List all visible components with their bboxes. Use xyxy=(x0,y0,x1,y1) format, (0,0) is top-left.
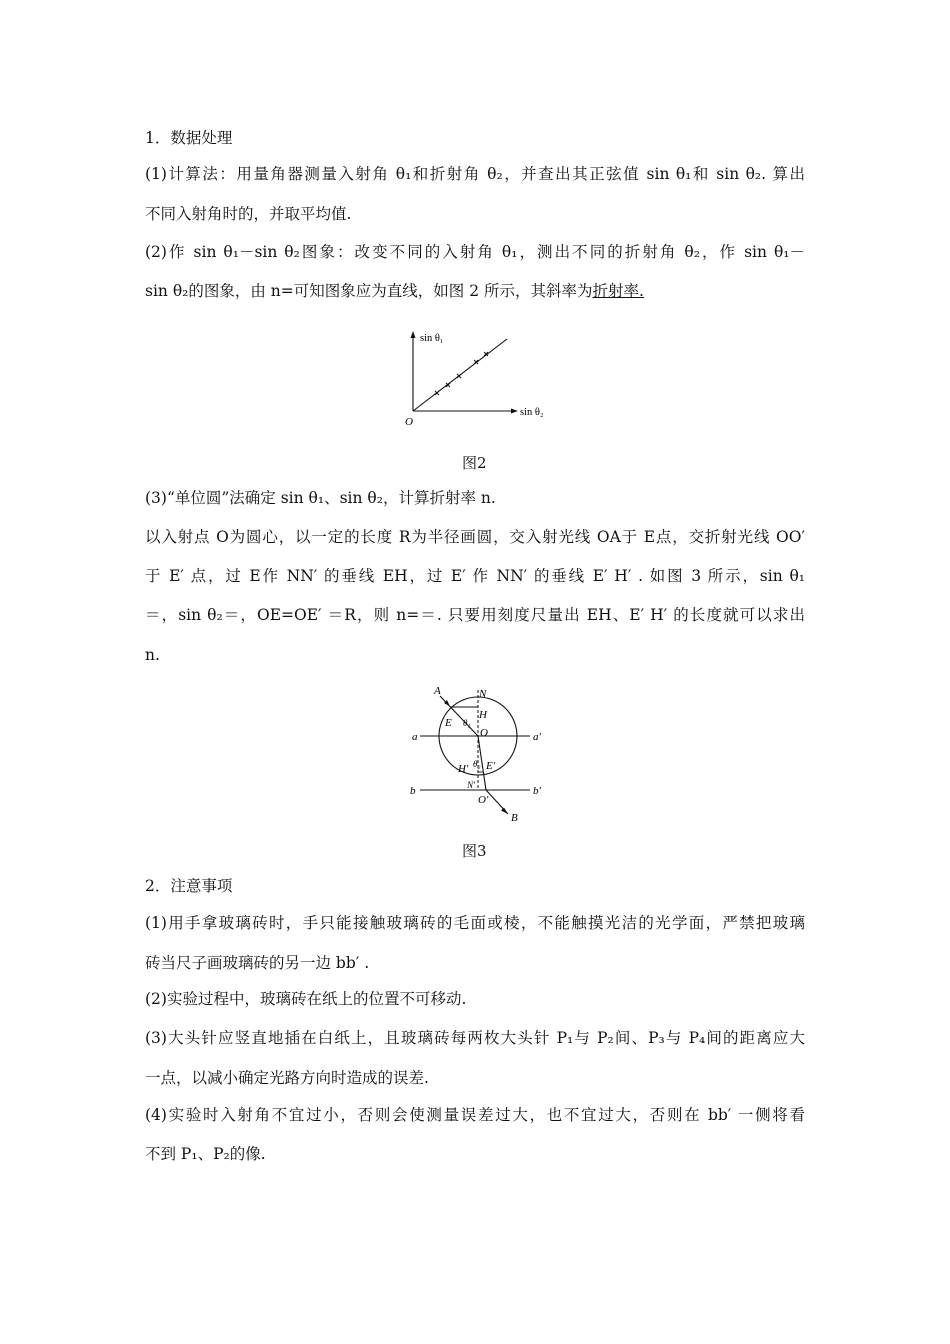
graph-method-line2 xyxy=(145,281,644,301)
note1-line2: 砖当尺子画玻璃砖的另一边 bb′ . xyxy=(145,954,370,972)
unit-circle-line4: ＝，sin θ₂＝，OE=OE′ ＝R，则 n=＝. 只要用刻度尺量出 EH、E′ H′ 的长度就可以求出 xyxy=(145,606,805,624)
figure-3-diagram xyxy=(400,680,560,828)
label-B: B xyxy=(511,812,518,824)
label-theta2: θ₂ xyxy=(473,759,481,769)
label-b-prime: b′ xyxy=(533,785,541,797)
label-b: b xyxy=(410,785,416,797)
note3-line1: (3)大头针应竖直地插在白纸上，且玻璃砖每两枚大头针 P₁与 P₂间、P₃与 P₄间的距离应大 xyxy=(145,1029,805,1047)
y-axis-arrow-icon xyxy=(411,331,416,338)
unit-circle-line1: (3)“单位圆”法确定 sin θ₁、sin θ₂，计算折射率 n. xyxy=(145,489,496,507)
section2-heading: 2．注意事项 xyxy=(145,877,233,895)
note2: (2)实验过程中，玻璃砖在纸上的位置不可移动. xyxy=(145,990,467,1008)
label-E-prime: E′ xyxy=(486,760,496,772)
refractive-index-underlined: 折射率. xyxy=(592,282,644,300)
figure-2-caption: 图2 xyxy=(462,454,487,472)
label-O: O xyxy=(480,727,488,739)
label-H: H xyxy=(479,709,487,721)
origin-label: O xyxy=(405,416,413,428)
graph-method-text: sin θ₂的图象，由 n=可知图象应为直线，如图 2 所示，其斜率为 xyxy=(145,282,593,300)
label-H-prime: H′ xyxy=(458,763,469,775)
label-O-prime: O′ xyxy=(478,794,489,806)
label-N: N xyxy=(479,688,487,700)
note1-line1: (1)用手拿玻璃砖时，手只能接触玻璃砖的毛面或棱，不能触摸光洁的光学面，严禁把玻璃 xyxy=(145,914,805,932)
emergent-arrow-icon xyxy=(501,808,508,815)
section1-heading: 1．数据处理 xyxy=(145,129,233,147)
label-A: A xyxy=(434,685,441,697)
note3-line2: 一点，以减小确定光路方向时造成的误差. xyxy=(145,1069,429,1087)
figure-2-graph xyxy=(395,328,565,430)
unit-circle-line3: 于 E′ 点，过 E作 NN′ 的垂线 EH，过 E′ 作 NN′ 的垂线 E′ H′ . 如图 3 所示，sin θ₁ xyxy=(145,567,805,585)
unit-circle-line2: 以入射点 O为圆心，以一定的长度 R为半径画圆，交入射光线 OA于 E点，交折射光线 OO′ xyxy=(145,528,805,546)
calc-method-line1: (1)计算法：用量角器测量入射角 θ₁和折射角 θ₂，并查出其正弦值 sin θ₁和 sin θ₂. 算出 xyxy=(145,165,805,183)
x-axis-arrow-icon xyxy=(511,409,518,414)
data-point xyxy=(457,374,461,378)
figure-3-caption: 图3 xyxy=(462,842,487,860)
label-a-prime: a′ xyxy=(533,731,541,743)
note4-line2: 不到 P₁、P₂的像. xyxy=(145,1145,266,1163)
calc-method-line2: 不同入射角时的，并取平均值. xyxy=(145,205,352,223)
graph-method-line1: (2)作 sin θ₁－sin θ₂图象：改变不同的入射角 θ₁，测出不同的折射角 θ₂，作 sin θ₁－ xyxy=(145,243,805,261)
x-axis-label: sin θ₂ xyxy=(520,407,544,418)
unit-circle-line5: n. xyxy=(145,646,160,664)
label-theta1: θ₁ xyxy=(463,718,471,728)
y-axis-label: sin θ₁ xyxy=(420,333,444,344)
label-N-prime: N′ xyxy=(467,780,475,790)
label-E: E xyxy=(445,717,452,729)
note4-line1: (4)实验时入射角不宜过小，否则会使测量误差过大，也不宜过大，否则在 bb′ 一侧将看 xyxy=(145,1106,805,1124)
label-a: a xyxy=(412,731,418,743)
